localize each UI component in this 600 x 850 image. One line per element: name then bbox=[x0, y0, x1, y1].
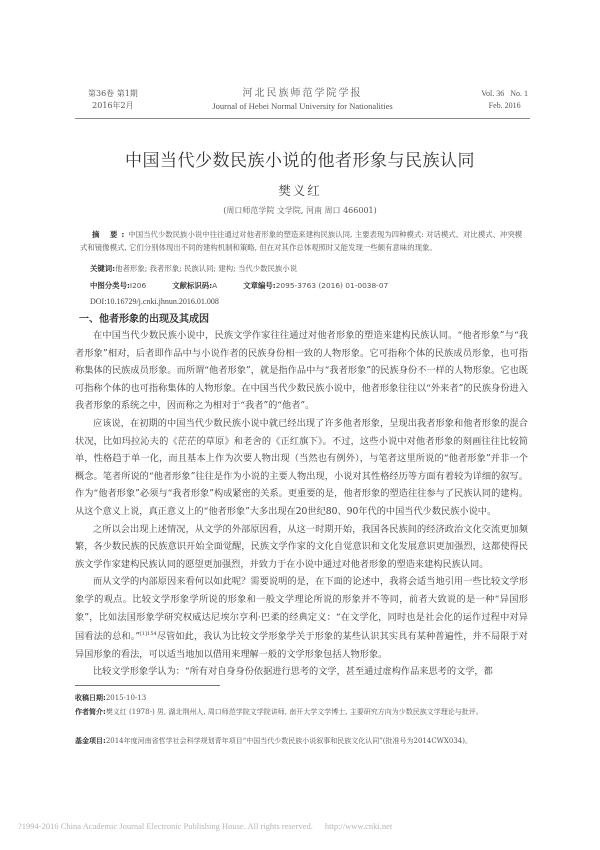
clc-label: 中图分类号: bbox=[90, 281, 130, 290]
author-affiliation: (周口师范学院 文学院, 河南 周口 466001) bbox=[223, 206, 377, 215]
paragraph: 在中国当代少数民族小说中，民族文学作家往往通过对他者形象的塑造来建构民族认同。“他者形象”与“我者形象”相对，后者即作品中与小说作者的民族身份相一致的人物形象。它可指称个体的民族成员形象，也可指称集体的民族成员形象。而所谓“他者形象”，就是指作品中与“我者形象”的民族身份不一样的人物形象。它也既可指称个体的也可指称集体的人物形象。在中国当代少数民族小说中，他者形象往往以“外来者”的民族身份进入我者形象的系统之中，因而称之为相对于“我者”的“他者”。 bbox=[75, 330, 528, 412]
doc-code-label: 文献标识码: bbox=[172, 281, 213, 290]
section-heading: 一、他者形象的出现及其成因 bbox=[79, 314, 209, 325]
header-right bbox=[481, 88, 528, 112]
journal-name-en: Journal of Hebei Normal University for Nationalities bbox=[212, 101, 393, 111]
article-author: 樊义红 bbox=[278, 183, 322, 198]
citation-ref: [1]154 bbox=[140, 631, 157, 638]
abstract-text: 中国当代少数民族小说中往往通过对他者形象的塑造来建构民族认同, 主要表现为四种模式: 对话模式、对比模式、冲突模式和镜像模式, 它们分别体现出不同的建构机制和策略, 但在对其作总体观照时又能发现一些颇有意味的现象。 bbox=[80, 230, 523, 252]
abstract-label: 摘 要: bbox=[92, 230, 129, 239]
paragraph bbox=[75, 573, 528, 663]
author-bio-label: 作者简介: bbox=[75, 708, 106, 716]
abstract bbox=[80, 228, 528, 254]
copyright-footer bbox=[18, 821, 392, 831]
footnote-author-bio bbox=[75, 706, 530, 719]
journal-name-cn: 河北民族师范学院学报 bbox=[242, 88, 363, 99]
received-value: 2015-10-13 bbox=[105, 694, 147, 702]
volume-issue-cn: 第36卷 第1期 bbox=[88, 89, 138, 98]
article-body bbox=[75, 327, 528, 681]
date-cn: 2016年2月 bbox=[92, 101, 134, 110]
paragraph-text: 尽管如此，我认为比较文学形象学关于形象的某些认识其实具有某种普遍性，并不局限于对异国形象的看法，可以适当地加以借用来理解一般的文学形象包括人物形象。 bbox=[75, 631, 528, 660]
clc-value: I206 bbox=[129, 281, 147, 290]
keywords-label: 关键词: bbox=[90, 264, 116, 273]
classification-line bbox=[90, 280, 388, 291]
paragraph: 应该说，在初期的中国当代少数民族小说中就已经出现了许多他者形象，呈现出我者形象和他者形象的混合状况，比如玛拉沁夫的《茫茫的草原》和老舍的《正红旗下》。不过，这些小说中对他者形象的刻画往往比较简单，性格趋于单一化，而且基本上作为次要人物出现（当然也有例外），与笔者这里所说的“他者形象”并非一个概念。笔者所说的“他者形象”往往是作为小说的主要人物出现，小说对其性格经历等方面有着较为详细的叙写。作为“他者形象”必须与“我者形象”构成紧密的关系。更重要的是，他者形象的塑造往往参与了民族认同的建构。从这个意义上说，真正意义上的“他者形象”大多出现在20世纪80、90年代的中国当代少数民族小说中。 bbox=[75, 417, 528, 517]
footnote-divider bbox=[75, 685, 220, 686]
footnote-fund bbox=[75, 735, 530, 748]
header-center bbox=[75, 88, 530, 112]
doi: DOI:10.16729/j.cnki.jhnun.2016.01.008 bbox=[90, 297, 219, 306]
keywords bbox=[90, 263, 297, 274]
paragraph: 之所以会出现上述情况，从文学的外部原因看，从这一时期开始，我国各民族间的经济政治文化交流更加频繁，各少数民族的民族意识开始全面觉醒，民族文学作家的文化自觉意识和文化发展意识更加强烈，这都使得民族文学作家建构民族认同的愿望更加强烈，并致力于在小说中通过对他者形象的塑造来建构民族认同。 bbox=[75, 523, 528, 570]
fund-label: 基金项目: bbox=[75, 737, 106, 745]
doc-code-value: A bbox=[212, 281, 218, 290]
volume-issue-en: Vol. 36 No. 1 bbox=[481, 89, 528, 98]
author-bio-value: 樊义红 (1978-) 男, 湖北荆州人, 周口师范学院文学院讲师, 南开大学文学博士, 主要研究方向为少数民族文学理论与批评。 bbox=[105, 708, 483, 716]
date-en: Feb. 2016 bbox=[488, 101, 521, 110]
article-no-label: 文章编号: bbox=[243, 281, 276, 290]
cnki-link[interactable]: http://www.cnki.net bbox=[324, 821, 393, 831]
keywords-text: 他者形象; 我者形象; 民族认同; 建构; 当代少数民族小说 bbox=[115, 264, 298, 273]
paragraph-text: 而从文学的内部原因来看何以如此呢？需要说明的是，在下面的论述中，我将会适当地引用一些比较文学形象学的观点。比较文学形象学所说的形象和一般文学理论所说的形象并不等同，前者大致说的是一种“异国形象”，比如法国形象学研究权威达尼埃尔亨利·巴柔的经典定义：“在文学化，同时也是社会化的运作过程中对异国看法的总和。” bbox=[75, 576, 528, 643]
article-title: 中国当代少数民族小说的他者形象与民族认同 bbox=[125, 151, 475, 171]
article-no-value: 2095-3763 (2016) 01-0038-07 bbox=[275, 281, 389, 290]
paragraph: 比较文学形象学认为：“所有对自身身份依据进行思考的文学，甚至通过虚构作品来思考的文学，都 bbox=[93, 666, 493, 678]
footnote-received bbox=[75, 692, 530, 705]
copyright-text: ?1994-2016 China Academic Journal Electronic Publishing House. All rights reserved. bbox=[18, 821, 313, 831]
fund-value: 2014年度河南省哲学社会科学规划青年项目“中国当代少数民族小说叙事和民族文化认同”(批准号为2014CWX034)。 bbox=[105, 737, 472, 745]
received-label: 收稿日期: bbox=[75, 694, 106, 702]
journal-header bbox=[75, 88, 530, 119]
